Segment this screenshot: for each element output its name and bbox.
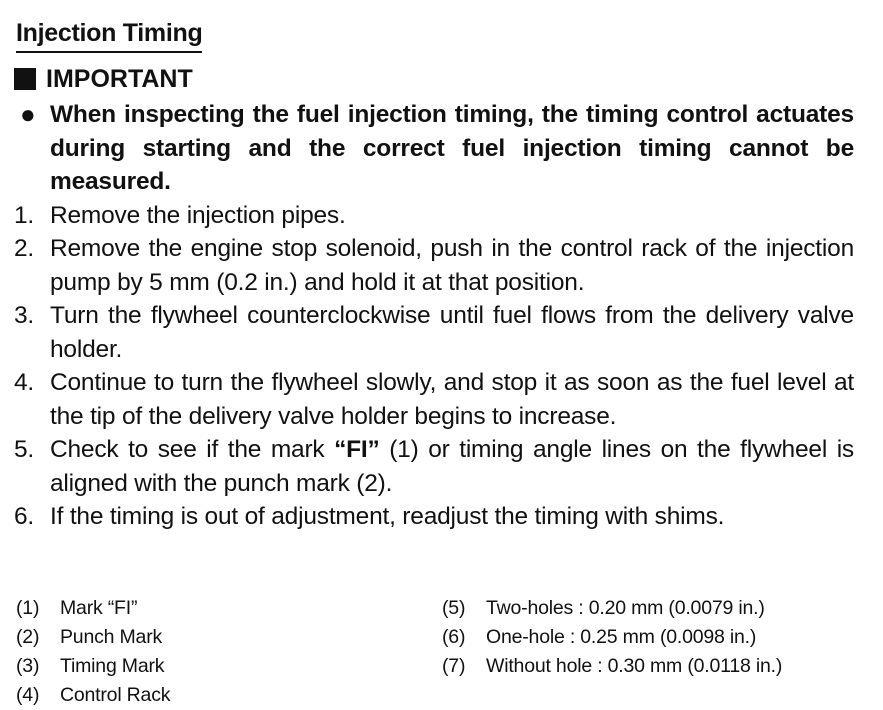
- legend-number: (7): [442, 655, 466, 677]
- important-notice-header: [14, 64, 193, 94]
- legend-left: [16, 594, 170, 710]
- step-text: Remove the injection pipes.: [50, 201, 346, 229]
- step-number: 1.: [14, 201, 35, 229]
- step-number: 3.: [14, 302, 35, 329]
- legend-item: [442, 652, 782, 681]
- important-bullet-text: When inspecting the fuel injection timing, the timing control actuates during starting and the correct fuel injection timing cannot be measured.: [50, 101, 854, 195]
- step-1: [14, 199, 854, 233]
- step-text-before: Check to see if the mark: [50, 436, 335, 463]
- bullet-icon: ●: [20, 99, 36, 129]
- legend-label: Without hole : 0.30 mm (0.0118 in.): [486, 655, 783, 677]
- step-number: 2.: [14, 235, 35, 262]
- legend-number: (5): [442, 597, 466, 619]
- step-text: Remove the engine stop solenoid, push in the control rack of the injection pump by 5 mm (0.2 in.) and hold it at that position.: [50, 235, 854, 296]
- legend-item: [16, 623, 170, 652]
- legend-right: [442, 594, 782, 681]
- step-number: 5.: [14, 436, 35, 463]
- legend-label: Punch Mark: [60, 626, 163, 648]
- legend-number: (4): [16, 684, 40, 706]
- step-3: [14, 299, 854, 366]
- step-text: Turn the flywheel counterclockwise until fuel flows from the delivery valve holder.: [50, 302, 854, 363]
- instructions: [14, 98, 854, 534]
- step-text-after: (1) or timing angle lines on the flywheel is aligned with the punch mark (2).: [50, 436, 854, 497]
- legend-item: [16, 594, 170, 623]
- legend-label: Timing Mark: [60, 655, 165, 677]
- legend-number: (1): [16, 597, 40, 619]
- step-2: [14, 232, 854, 299]
- step-text: [50, 433, 854, 500]
- step-6: [14, 500, 854, 534]
- legend-number: (2): [16, 626, 40, 648]
- legend-label: Two-holes : 0.20 mm (0.0079 in.): [486, 597, 765, 619]
- step-text: Continue to turn the flywheel slowly, and stop it as soon as the fuel level at the tip of the delivery valve holder begins to increase.: [50, 369, 854, 430]
- legend-label: Mark “FI”: [60, 597, 138, 619]
- legend-number: (6): [442, 626, 466, 648]
- step-5: [14, 433, 854, 500]
- important-bullet: [14, 98, 854, 199]
- step-number: 6.: [14, 503, 35, 530]
- legend-item: [16, 681, 170, 710]
- mark-fi-text: “FI”: [334, 436, 380, 463]
- legend-label: One-hole : 0.25 mm (0.0098 in.): [486, 626, 757, 648]
- step-4: [14, 366, 854, 433]
- legend-item: [442, 594, 782, 623]
- important-square-icon: [14, 68, 36, 90]
- legend-number: (3): [16, 655, 40, 677]
- important-label: IMPORTANT: [46, 65, 193, 93]
- legend-item: [16, 652, 170, 681]
- step-text: If the timing is out of adjustment, readjust the timing with shims.: [50, 503, 725, 530]
- step-number: 4.: [14, 369, 35, 396]
- legend-item: [442, 623, 782, 652]
- section-title: Injection Timing: [16, 18, 202, 53]
- legend-label: Control Rack: [60, 684, 171, 706]
